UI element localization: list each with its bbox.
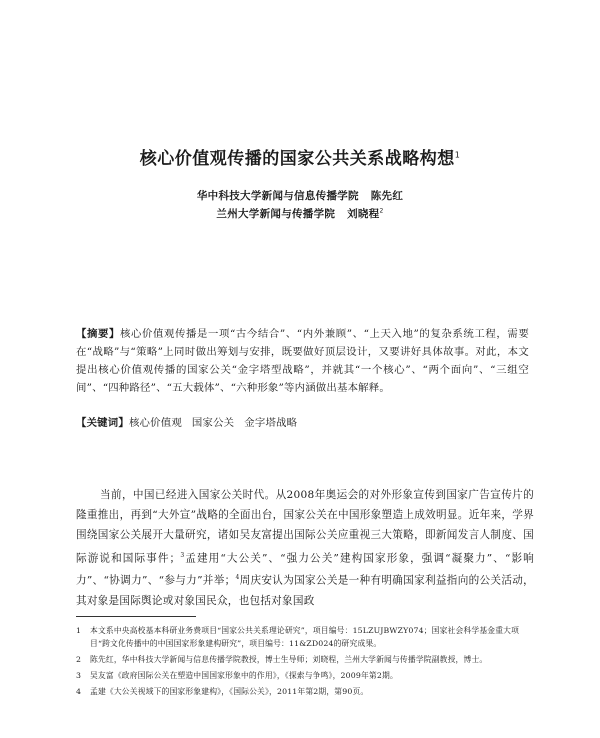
footnote-item (76, 669, 534, 682)
abstract-text: 核心价值观传播是一项“古今结合”、“内外兼顾”、“上天入地”的复杂系统工程，需要在“战略”与“策略”上同时做出筹划与安排，既要做好顶层设计，又要讲好具体故事。对此，本文提出核心价值观传播的国家公关“金字塔型战略”，并就其“一个核心”、“两个面向”、“三组空间”、“四种路径”、“五大载体”、“六种形象”等内涵做出基本解释。 (76, 328, 529, 394)
footnote-number: 3 (76, 671, 82, 680)
keywords (76, 414, 529, 429)
footnote-item (76, 624, 534, 650)
keyword: 国家公关 (191, 417, 235, 429)
footnote-number: 2 (76, 655, 82, 664)
footnote-text: 吴友富《政府国际公关在塑造中国国家形象中的作用》，《探索与争鸣》，2009年第2期。 (90, 671, 398, 680)
author-line-1 (0, 188, 600, 203)
footnote-marker: 4 (235, 574, 240, 582)
author-affiliation: 兰州大学新闻与传播学院 (216, 208, 336, 220)
body-text-segment: 当前，中国已经进入国家公关时代。从2008年奥运会的对外形象宣传到国家广告宣传片的隆重推出，再到“大外宣”战略的全面出台，国家公关在中国形象塑造上成效明显。近年来，学界围绕国家公关展开大量研究，诸如吴友富提出国际公关应重视三大策略，即新闻发言人制度、国际游说和国际事件； (76, 489, 534, 565)
keyword: 核心价值观 (128, 417, 182, 429)
abstract-label: 【摘要】 (76, 328, 120, 340)
footnote-text: 孟建《大公关视域下的国家形象建构》，《国际公关》，2011年第2期，第90页。 (90, 687, 369, 696)
paper-title (0, 144, 600, 169)
footnote-text: 本文系中央高校基本科研业务费项目“国家公共关系理论研究”，项目编号：15LZUJBWZY074；国家社会科学基金重大项目“跨文化传播中的中国国家形象建构研究”，项目编号：11&ZD024的研究成果。 (90, 626, 520, 648)
author-line-2 (0, 206, 600, 221)
footnotes (76, 624, 534, 701)
abstract (76, 325, 529, 397)
author-footnote-marker: 2 (379, 207, 384, 215)
author-name: 陈先红 (370, 190, 404, 202)
body-paragraph (76, 485, 534, 611)
keyword: 金字塔战略 (244, 417, 298, 429)
paper-title-text: 核心价值观传播的国家公共关系战略构想 (139, 149, 455, 169)
author-affiliation: 华中科技大学新闻与信息传播学院 (196, 190, 359, 202)
footnote-text: 陈先红，华中科技大学新闻与信息传播学院教授，博士生导师；刘晓程，兰州大学新闻与传播学院副教授，博士。 (90, 655, 488, 664)
footnote-divider (76, 616, 196, 617)
author-name: 刘晓程 (347, 208, 380, 220)
footnote-number: 1 (76, 626, 82, 635)
body-text-segment: 周庆安认为国家公关是一种有明确国家利益指向的公关活动，其对象是国际舆论或对象国民众，也包括对象国政 (76, 574, 534, 608)
footnote-marker: 3 (180, 551, 185, 559)
footnote-number: 4 (76, 687, 82, 696)
title-footnote-marker: 1 (454, 150, 461, 160)
keywords-label: 【关键词】 (76, 417, 129, 429)
footnote-item (76, 653, 534, 666)
body-text-segment: 孟建用“大公关”、“强力公关”建构国家形象，强调“凝聚力”、“影响力”、“协调力”、“参与力”并举； (76, 552, 534, 587)
footnote-item (76, 685, 534, 698)
